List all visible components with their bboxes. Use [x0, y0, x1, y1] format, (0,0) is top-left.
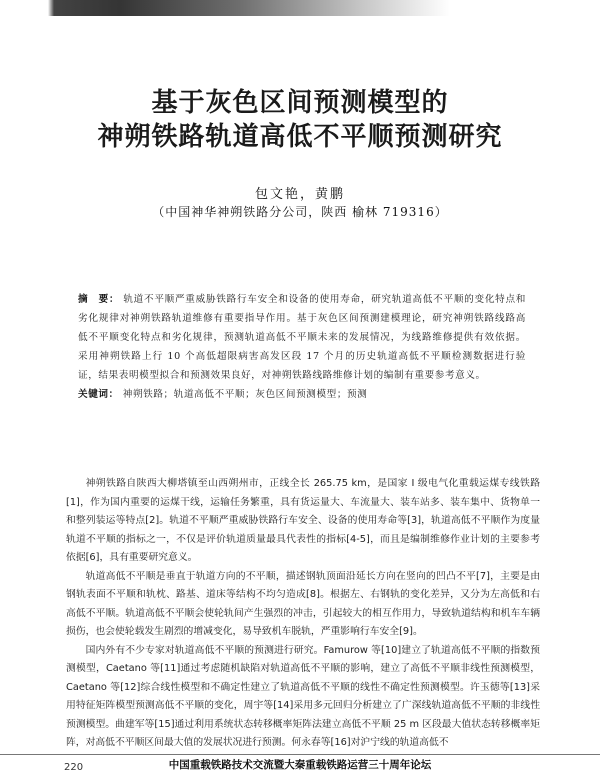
affiliation: （中国神华神朔铁路分公司，陕西 榆林 719316）	[152, 205, 448, 219]
abstract-text: 轨道不平顺严重威胁铁路行车安全和设备的使用寿命，研究轨道高低不平顺的变化特点和劣化规律对神朔铁路轨道维修有重要指导作用。基于灰色区间预测建模理论，研究神朔铁路线路高低不平顺变化特点和劣化规律，预测轨道高低不平顺未来的发展情况，为线路维修提供有效依据。采用神朔铁路上行 10 个高低超限病害高发区段 17 个月的历史轨道高低不平顺检测数据进行验证，结果表明模型拟合和预测效果良好，对神朔铁路线路维修计划的编制有重要参考意义。	[78, 294, 527, 381]
authors: 包文艳，黄鹏	[254, 187, 345, 202]
page-number: 220	[64, 762, 84, 773]
keywords-label: 关键词：	[78, 389, 119, 400]
paper-title-line-1: 基于灰色区间预测模型的	[151, 88, 449, 118]
keywords-text: 神朔铁路；轨道高低不平顺；灰色区间预测模型；预测	[122, 389, 368, 400]
abstract-block	[78, 290, 526, 404]
conference-footer: 中国重载铁路技术交流暨大秦重载铁路运营三十周年论坛	[0, 754, 600, 779]
body-paragraph-2: 轨道高低不平顺是垂直于轨道方向的不平顺，描述钢轨顶面沿延长方向在竖向的凹凸不平[7]，主要是由钢轨表面不平顺和轨枕、路基、道床等结构不均匀造成[8]。根据左、右钢轨的变化差异，又分为左高低和右高低不平顺。轨道高低不平顺会使轮轨间产生强烈的冲击，引起较大的相互作用力，导致轨道结构和机车车辆损伤，也会使轮载发生剧烈的增减变化，易导致机车脱轨，严重影响行车安全[9]。	[66, 570, 540, 637]
scan-edge-artifact	[0, 0, 600, 16]
keywords-line	[78, 385, 526, 404]
body-text	[66, 475, 540, 753]
body-paragraph-3: 国内外有不少专家对轨道高低不平顺的预测进行研究。Famurow 等[10]建立了轨道高低不平顺的指数预测模型，Caetano 等[11]通过考虑随机缺陷对轨道高低不平顺的影响，建立了高低不平顺非线性预测模型，Caetano 等[12]综合线性模型和不确定性建立了轨道高低不平顺的线性不确定性预测模型。许玉德等[13]采用特征矩阵模型预测高低不平顺的变化，周宇等[14]采用多元回归分析建立了广深线轨道高低不平顺的非线性预测模型。曲建军等[15]通过利用系统状态转移概率矩阵法建立高低不平顺 25 m 区段最大值状态转移概率矩阵，对高低不平顺区间最大值的发展状况进行预测。何永春等[16]对沪宁线的轨道高低不	[66, 644, 540, 748]
paper-title-line-2: 神朔铁路轨道高低不平顺预测研究	[97, 122, 503, 152]
abstract-label: 摘 要：	[78, 294, 120, 305]
body-paragraph-1: 神朔铁路自陕西大柳塔镇至山西朔州市，正线全长 265.75 km，是国家 I 级电气化重载运煤专线铁路[1]，作为国内重要的运煤干线，运输任务繁重，具有货运量大、车流量大、装车站多、装车集中、货物单一和整列装运等特点[2]。轨道不平顺严重威胁铁路行车安全、设备的使用寿命等[3]，轨道高低不平顺作为度量轨道不平顺的指标之一，不仅是评价轨道质量最具代表性的指标[4-5]，而且是编制维修作业计划的主要参考依据[6]，具有重要研究意义。	[66, 478, 540, 563]
